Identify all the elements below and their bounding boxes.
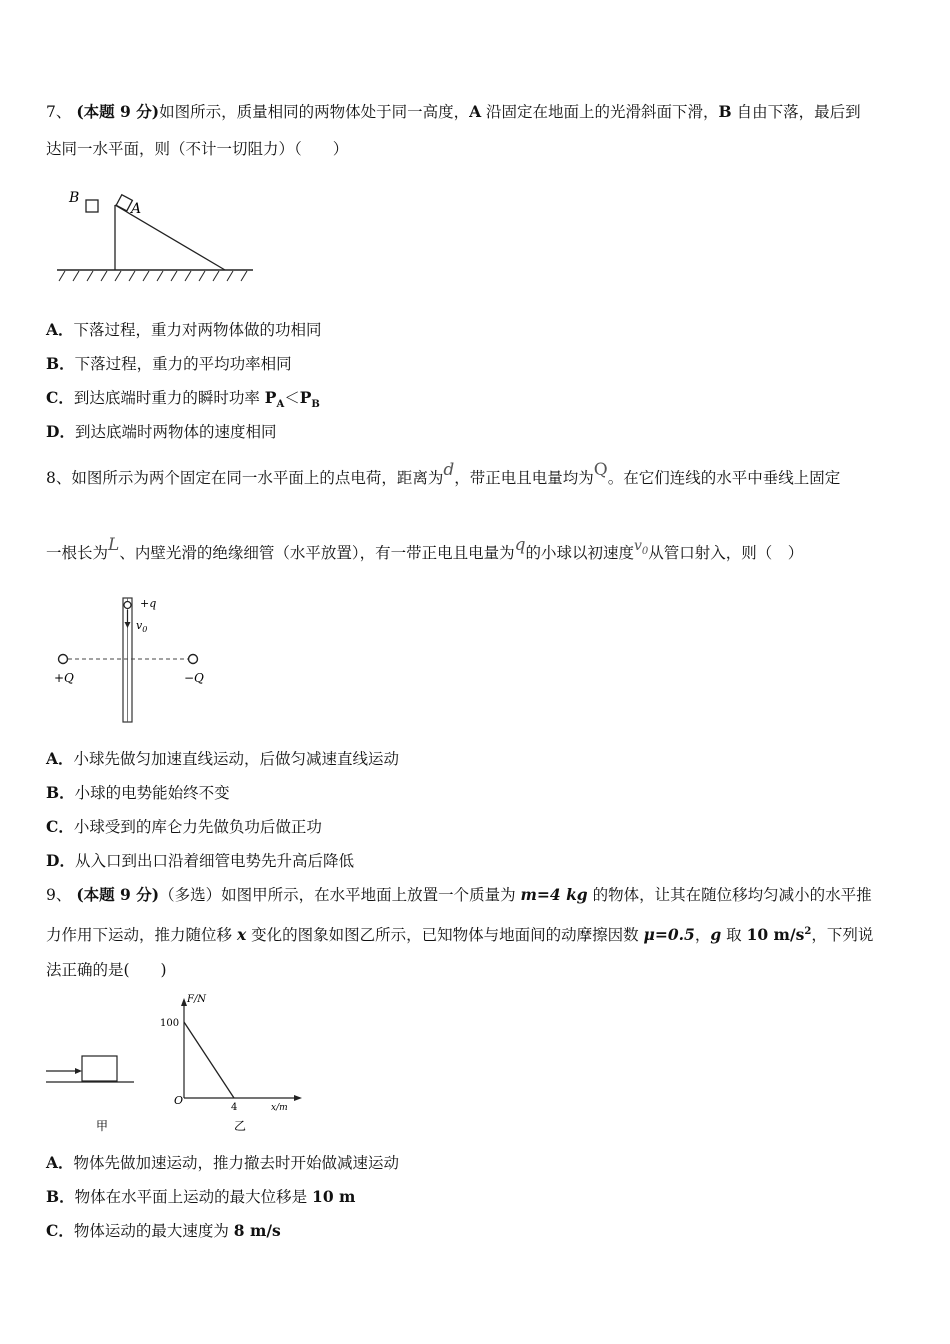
fig-label-minus-Q: −Q (184, 671, 204, 685)
fig-label-F: F/N (187, 994, 207, 1005)
fig-label-yi: 乙 (234, 1119, 247, 1133)
q7-option-C[interactable]: C．到达底端时重力的瞬时功率 $P_A<P_B$ (46, 388, 320, 411)
q9-option-C[interactable]: C．物体运动的最大速度为 8 m/s (46, 1221, 281, 1240)
block-A (116, 195, 132, 211)
fig-label-plus-Q: +Q (54, 671, 74, 685)
fig-label-v0: $v_0$ (136, 619, 148, 634)
fig-label-x: x/m (271, 1103, 288, 1113)
q7-figure-incline (55, 185, 260, 285)
q7-line2: 达同一水平面，则（不计一切阻力）（ ） (46, 140, 349, 158)
q9-line2: 力作用下运动，推力随位移 x 变化的图象如图乙所示，已知物体与地面间的动摩擦因数 μ=0.5，g 取 10 $m/s^2$，下列说 (46, 925, 874, 945)
q8-option-B[interactable]: B．小球的电势能始终不变 (46, 783, 230, 802)
q9-line1: 9、 (本题 9 分)（多选）如图甲所示，在水平地面上放置一个质量为 m=4 kg 的物体，让其在随位移均匀减小的水平推 (46, 885, 872, 904)
incline (115, 205, 225, 270)
q9-figures (44, 990, 304, 1140)
q7-option-B[interactable]: B．下落过程，重力的平均功率相同 (46, 354, 292, 373)
q9-line3: 法正确的是( ) (46, 961, 167, 979)
fig-label-B: B (69, 190, 80, 206)
block (82, 1056, 117, 1081)
fig-label-4: 4 (231, 1102, 238, 1113)
block-B (86, 200, 98, 212)
ball-q (124, 602, 131, 609)
fig-label-A: A (131, 201, 142, 217)
charge-minus-Q (189, 655, 198, 664)
fig-label-O: O (174, 1094, 184, 1107)
q8-option-C[interactable]: C．小球受到的库仑力先做负功后做正功 (46, 817, 322, 836)
fig-label-plus-q: +q (140, 597, 157, 610)
q8-option-D[interactable]: D．从入口到出口沿着细管电势先升高后降低 (46, 851, 354, 870)
charge-plus-Q (59, 655, 68, 664)
q9-option-B[interactable]: B．物体在水平面上运动的最大位移是 10 m (46, 1187, 356, 1206)
q8-line1: 8、如图所示为两个固定在同一水平面上的点电荷，距离为d，带正电且电量均为Q。在它们连线的水平中垂线上固定 (46, 460, 841, 487)
q8-option-A[interactable]: A．小球先做匀加速直线运动，后做匀减速直线运动 (46, 749, 400, 768)
force-arrow (75, 1068, 82, 1074)
fig-label-jia: 甲 (96, 1119, 109, 1133)
q8-figure-charges (52, 592, 217, 727)
q8-line2: 一根长为L、内壁光滑的绝缘细管（水平放置），有一带正电且电量为q的小球以初速度$v_0$从管口射入，则（ ） (46, 535, 804, 562)
fig-label-100: 100 (160, 1018, 180, 1029)
force-line (184, 1022, 234, 1098)
q7-line1: 7、 (本题 9 分)如图所示，质量相同的两物体处于同一高度，A 沿固定在地面上的光滑斜面下滑，B 自由下落，最后到 (46, 102, 861, 121)
q9-option-A[interactable]: A．物体先做加速运动，推力撤去时开始做减速运动 (46, 1153, 400, 1172)
q7-option-D[interactable]: D．到达底端时两物体的速度相同 (46, 422, 277, 441)
q7-option-A[interactable]: A．下落过程，重力对两物体做的功相同 (46, 320, 322, 339)
